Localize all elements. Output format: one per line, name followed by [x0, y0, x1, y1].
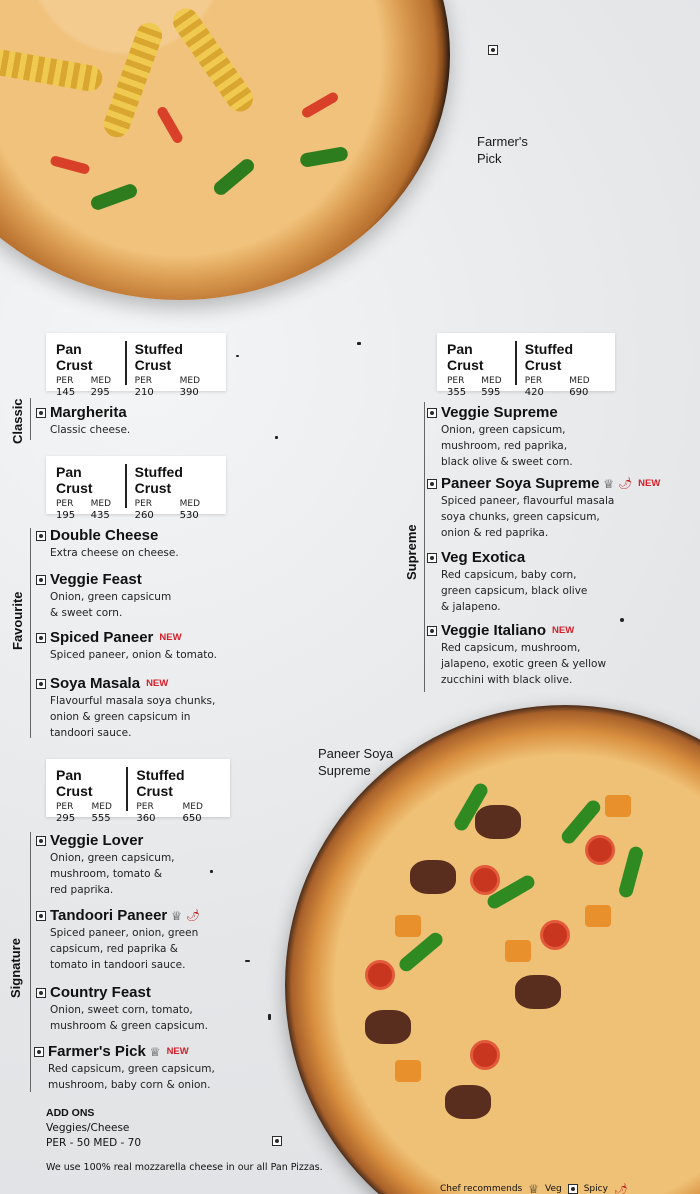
tomato-topping — [470, 1040, 500, 1070]
desc-line: & sweet corn. — [50, 607, 123, 619]
desc-line: Red capsicum, green capsicum, — [48, 1063, 215, 1075]
menu-item-soya-masala[interactable] — [36, 675, 236, 741]
veg-icon — [36, 531, 46, 541]
med-label: MED — [90, 499, 112, 509]
item-name: Soya Masala — [50, 675, 141, 692]
price-tag-supreme — [437, 333, 615, 398]
section-label-signature: Signature — [8, 938, 23, 998]
new-badge: NEW — [638, 478, 661, 489]
med-label: MED — [179, 376, 201, 386]
item-name: Veggie Italiano — [441, 622, 547, 639]
paper-speck — [357, 342, 361, 345]
item-description — [48, 1061, 254, 1093]
paper-speck — [275, 436, 278, 439]
item-description — [50, 647, 236, 663]
med-price: 595 — [481, 387, 501, 398]
paper-speck — [236, 355, 239, 357]
menu-item-spiced-paneer[interactable] — [36, 629, 236, 663]
per-price: 420 — [524, 387, 544, 398]
desc-line: Spiced paneer, flavourful masala — [441, 495, 615, 507]
price-tag-signature — [46, 759, 230, 824]
med-label: MED — [90, 376, 112, 386]
red-capsicum-topping — [156, 105, 185, 145]
soya-chunk-topping — [515, 975, 561, 1009]
desc-line: Classic cheese. — [50, 424, 131, 436]
section-label-classic: Classic — [10, 398, 25, 444]
legend-veg-label: Veg — [545, 1184, 562, 1194]
desc-line: Spiced paneer, onion, green — [50, 927, 199, 939]
legend-spicy-label: Spicy — [583, 1184, 608, 1194]
price-tag-favourite — [46, 456, 226, 521]
stuffed-crust-prices — [125, 464, 216, 521]
veg-icon — [36, 408, 46, 418]
pan-crust-label: Pan Crust — [447, 341, 484, 373]
med-label: MED — [91, 802, 112, 812]
add-ons-prices: PER - 50 MED - 70 — [46, 1137, 142, 1149]
footer-note: We use 100% real mozzarella cheese in our all Pan Pizzas. — [46, 1162, 323, 1173]
med-label: MED — [179, 499, 201, 509]
veg-icon — [427, 626, 437, 636]
desc-line: onion & red paprika. — [441, 527, 549, 539]
per-price: 210 — [134, 387, 154, 398]
add-ons-title: ADD ONS — [46, 1107, 95, 1119]
capsicum-topping — [211, 156, 257, 198]
tomato-topping — [585, 835, 615, 865]
chef-hat-icon: ♕ — [149, 1044, 161, 1059]
item-name: Veggie Feast — [50, 571, 142, 588]
section-label-favourite: Favourite — [10, 591, 25, 650]
desc-line: Red capsicum, baby corn, — [441, 569, 577, 581]
new-badge: NEW — [146, 678, 169, 689]
desc-line: soya chunks, green capsicum, — [441, 511, 600, 523]
item-name: Country Feast — [50, 984, 151, 1001]
tomato-topping — [365, 960, 395, 990]
section-divider — [30, 528, 31, 738]
top-photo-caption — [477, 133, 528, 167]
veg-icon — [36, 575, 46, 585]
paper-speck — [210, 870, 213, 873]
desc-line: red paprika. — [50, 884, 114, 896]
soya-chunk-topping — [445, 1085, 491, 1119]
med-price: 435 — [90, 510, 110, 521]
bottom-photo-caption — [318, 745, 393, 779]
section-divider — [30, 398, 31, 440]
item-description — [50, 850, 236, 898]
desc-line: & jalapeno. — [441, 601, 501, 613]
veg-icon — [36, 633, 46, 643]
menu-item-veg-exotica[interactable] — [427, 549, 677, 615]
desc-line: Onion, green capsicum, — [441, 424, 566, 436]
veg-icon — [36, 911, 46, 921]
veg-icon — [34, 1047, 44, 1057]
stuffed-crust-prices — [126, 767, 220, 824]
section-divider — [30, 832, 31, 1092]
desc-line: Onion, green capsicum, — [50, 852, 175, 864]
capsicum-topping — [299, 146, 349, 168]
add-ons-item: Veggies/Cheese — [46, 1122, 130, 1134]
chef-hat-icon: ♕ — [603, 476, 615, 491]
menu-item-country-feast[interactable] — [36, 984, 246, 1034]
stuffed-crust-label: Stuffed Crust — [524, 341, 574, 373]
capsicum-topping — [618, 845, 645, 899]
menu-item-margherita[interactable] — [36, 404, 236, 438]
desc-line: mushroom, tomato & — [50, 868, 163, 880]
item-description — [50, 422, 236, 438]
soya-chunk-topping — [410, 860, 456, 894]
paper-speck — [245, 960, 250, 962]
menu-item-veggie-lover[interactable] — [36, 832, 236, 898]
item-description — [441, 640, 687, 688]
desc-line: green capsicum, black olive — [441, 585, 588, 597]
capsicum-topping — [89, 182, 139, 212]
desc-line: tandoori sauce. — [50, 727, 132, 739]
menu-item-paneer-soya-supreme[interactable] — [427, 475, 692, 541]
desc-line: mushroom, baby corn & onion. — [48, 1079, 211, 1091]
pan-crust-prices — [56, 767, 118, 824]
legend — [440, 1182, 628, 1194]
pan-crust-label: Pan Crust — [56, 464, 93, 496]
item-name: Veg Exotica — [441, 549, 526, 566]
item-name: Farmer's Pick — [48, 1043, 146, 1060]
caption-line: Paneer Soya — [318, 746, 394, 761]
paper-speck — [620, 618, 624, 622]
baby-corn-topping — [0, 47, 104, 93]
veg-icon — [36, 836, 46, 846]
tomato-topping — [540, 920, 570, 950]
item-description — [50, 589, 236, 621]
soya-chunk-topping — [365, 1010, 411, 1044]
item-name: Spiced Paneer — [50, 629, 154, 646]
stuffed-crust-label: Stuffed Crust — [136, 767, 185, 799]
chili-icon: 🌶 — [186, 909, 200, 922]
menu-item-veggie-feast[interactable] — [36, 571, 236, 621]
pan-crust-prices — [56, 464, 117, 521]
pan-crust-label: Pan Crust — [56, 341, 93, 373]
desc-line: tomato in tandoori sauce. — [50, 959, 186, 971]
menu-item-double-cheese[interactable] — [36, 527, 236, 561]
per-price: 195 — [56, 510, 76, 521]
chili-icon: 🌶 — [613, 1182, 628, 1194]
veg-icon — [568, 1184, 578, 1194]
pan-crust-prices — [447, 341, 507, 398]
veg-icon — [427, 408, 437, 418]
chef-hat-icon: ♕ — [528, 1182, 539, 1194]
paneer-topping — [505, 940, 531, 962]
caption-line: Pick — [477, 151, 502, 166]
veg-icon — [36, 679, 46, 689]
paneer-topping — [585, 905, 611, 927]
med-price: 690 — [569, 387, 589, 398]
desc-line: zucchini with black olive. — [441, 674, 573, 686]
menu-item-veggie-italiano[interactable] — [427, 622, 687, 688]
desc-line: mushroom, red paprika, — [441, 440, 568, 452]
item-description — [50, 693, 236, 741]
red-capsicum-topping — [300, 91, 340, 120]
per-price: 295 — [56, 813, 76, 824]
desc-line: Onion, green capsicum — [50, 591, 172, 603]
med-price: 530 — [179, 510, 199, 521]
paneer-topping — [605, 795, 631, 817]
desc-line: Onion, sweet corn, tomato, — [50, 1004, 193, 1016]
med-price: 650 — [182, 813, 202, 824]
pan-crust-label: Pan Crust — [56, 767, 93, 799]
med-label: MED — [182, 802, 203, 812]
per-price: 260 — [134, 510, 154, 521]
desc-line: onion & green capsicum in — [50, 711, 191, 723]
menu-item-farmers-pick[interactable] — [34, 1043, 254, 1093]
menu-item-tandoori-paneer[interactable] — [36, 907, 246, 973]
desc-line: Extra cheese on cheese. — [50, 547, 179, 559]
per-label: PER — [134, 376, 153, 386]
med-label: MED — [569, 376, 590, 386]
add-ons-block — [46, 1106, 141, 1151]
paneer-topping — [395, 915, 421, 937]
item-description — [441, 422, 677, 470]
new-badge: NEW — [552, 625, 575, 636]
chef-hat-icon: ♕ — [171, 908, 183, 923]
per-price: 145 — [56, 387, 76, 398]
section-divider — [424, 402, 425, 692]
caption-line: Supreme — [318, 763, 371, 778]
stuffed-crust-label: Stuffed Crust — [134, 464, 183, 496]
desc-line: Flavourful masala soya chunks, — [50, 695, 216, 707]
menu-item-veggie-supreme[interactable] — [427, 404, 677, 470]
veg-icon — [427, 553, 437, 563]
item-description — [441, 493, 692, 541]
item-description — [441, 567, 677, 615]
new-badge: NEW — [166, 1046, 189, 1057]
med-price: 295 — [90, 387, 110, 398]
med-price: 390 — [179, 387, 199, 398]
stuffed-crust-prices — [515, 341, 605, 398]
chili-icon: 🌶 — [618, 477, 633, 490]
soya-chunk-topping — [475, 805, 521, 839]
paneer-topping — [395, 1060, 421, 1082]
new-badge: NEW — [159, 632, 182, 643]
veg-icon — [427, 479, 437, 489]
farmers-pick-pizza-photo — [0, 0, 450, 300]
item-name: Double Cheese — [50, 527, 159, 544]
item-description — [50, 1002, 246, 1034]
desc-line: Spiced paneer, onion & tomato. — [50, 649, 217, 661]
per-price: 355 — [447, 387, 467, 398]
item-description — [50, 545, 236, 561]
per-price: 360 — [136, 813, 156, 824]
per-label: PER — [56, 376, 74, 386]
desc-line: black olive & sweet corn. — [441, 456, 573, 468]
tomato-topping — [470, 865, 500, 895]
per-label: PER — [56, 499, 74, 509]
desc-line: mushroom & green capsicum. — [50, 1020, 208, 1032]
item-name: Veggie Supreme — [441, 404, 558, 421]
med-label: MED — [481, 376, 502, 386]
legend-chef-label: Chef recommends — [440, 1184, 523, 1194]
item-description — [50, 925, 246, 973]
section-label-supreme: Supreme — [404, 524, 419, 580]
veg-icon — [272, 1136, 282, 1146]
baby-corn-topping — [168, 3, 258, 116]
item-name: Paneer Soya Supreme — [441, 475, 600, 492]
item-name: Veggie Lover — [50, 832, 144, 849]
desc-line: Red capsicum, mushroom, — [441, 642, 581, 654]
item-name: Tandoori Paneer — [50, 907, 168, 924]
per-label: PER — [136, 802, 154, 812]
med-price: 555 — [91, 813, 111, 824]
desc-line: capsicum, red paprika & — [50, 943, 178, 955]
per-label: PER — [134, 499, 153, 509]
red-capsicum-topping — [49, 155, 90, 175]
caption-line: Farmer's — [477, 134, 528, 149]
item-name: Margherita — [50, 404, 127, 421]
per-label: PER — [524, 376, 543, 386]
veg-icon — [488, 45, 498, 55]
paper-speck — [268, 1014, 271, 1020]
price-tag-classic — [46, 333, 226, 398]
per-label: PER — [447, 376, 465, 386]
stuffed-crust-label: Stuffed Crust — [134, 341, 183, 373]
stuffed-crust-prices — [125, 341, 216, 398]
desc-line: jalapeno, exotic green & yellow — [441, 658, 607, 670]
per-label: PER — [56, 802, 74, 812]
pan-crust-prices — [56, 341, 117, 398]
veg-icon — [36, 988, 46, 998]
baby-corn-topping — [100, 19, 165, 141]
